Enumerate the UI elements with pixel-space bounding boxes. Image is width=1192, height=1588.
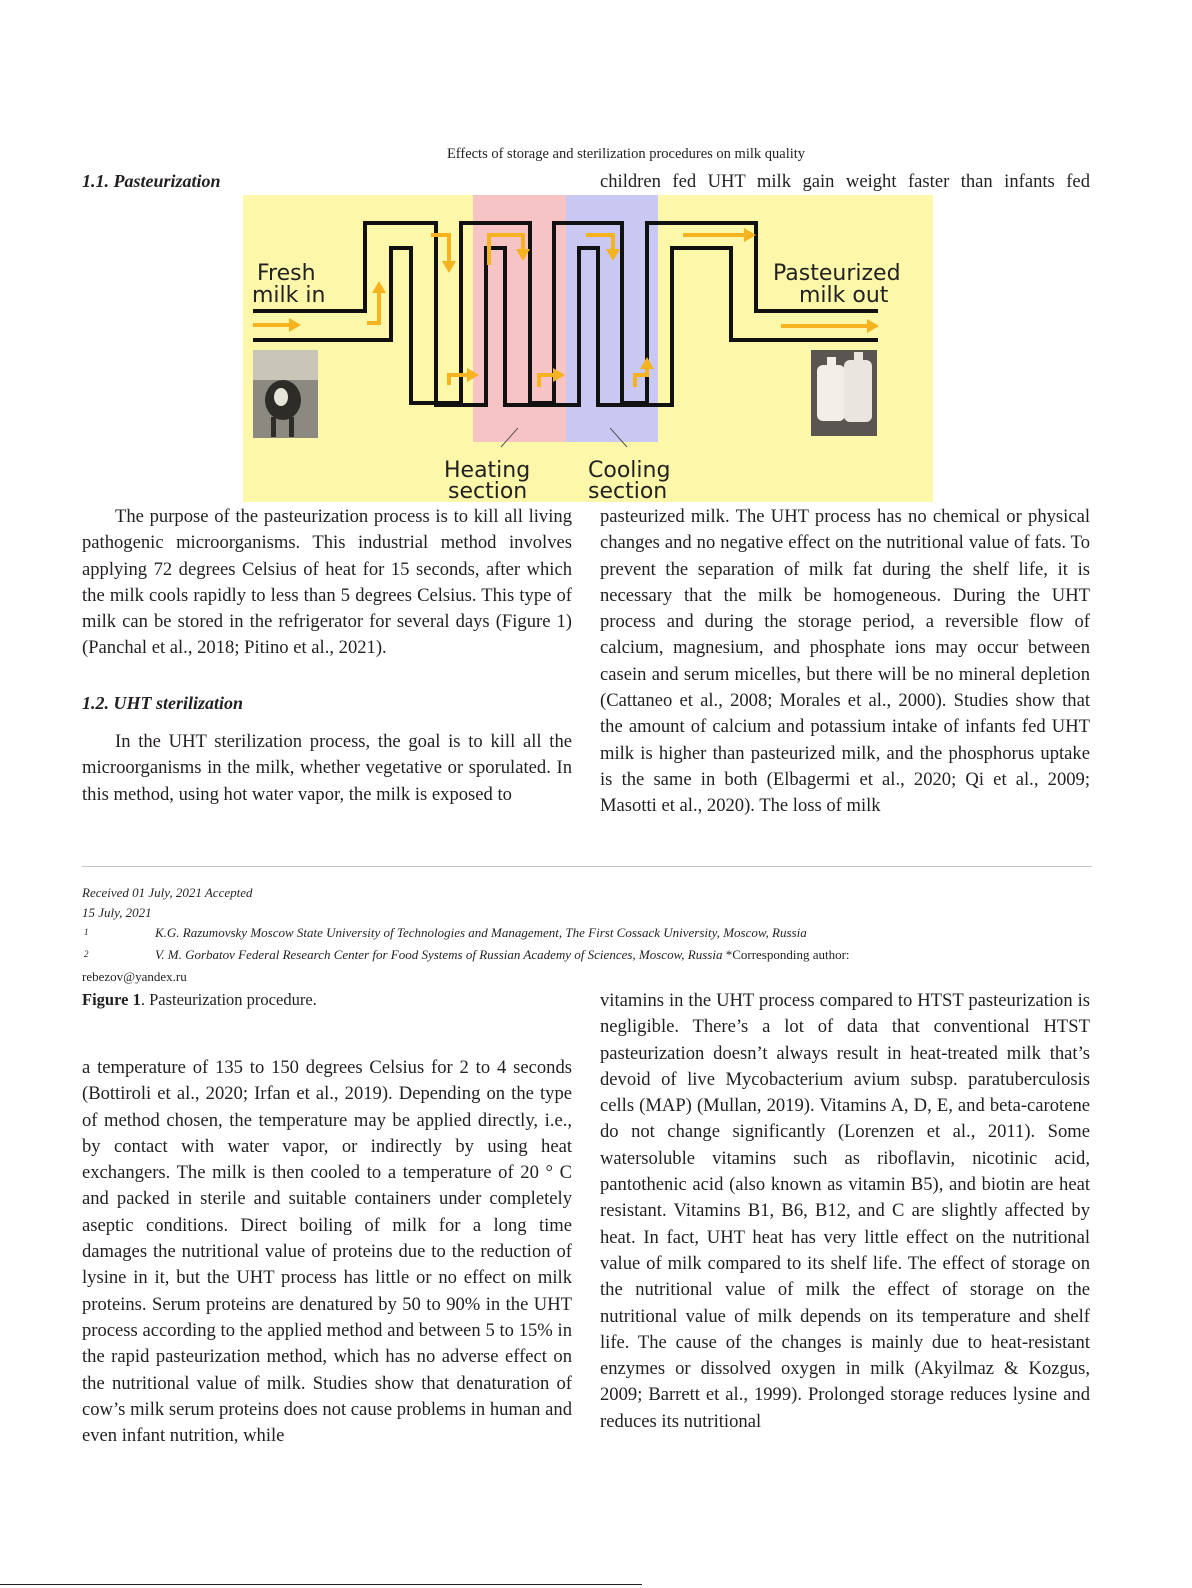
right-paragraph-1: pasteurized milk. The UHT process has no chemical or physical changes and no negative effect on the nutritional value of fats. To prevent the separation of milk fat during the shelf life, it is necessary that the milk be homogeneous. During the UHT process and during the storage period, a reversible flow of calcium, magnesium, and phosphate ions may occur between casein and serum micelles, but there will be no mineral depletion (Cattaneo et al., 2008; Morales et al., 2000). Studies show that the amount of calcium and potassium intake of infants fed UHT milk is higher than pasteurized milk, and the phosphorus uptake is the same in both (Elbagermi et al., 2020; Qi et al., 2009; Masotti et al., 2020). The loss of milk <box>600 506 1090 817</box>
affiliation-marker-2: 2 <box>84 949 89 959</box>
pasteurization-diagram <box>243 195 933 502</box>
running-head: Effects of storage and sterilization procedures on milk quality <box>446 146 806 162</box>
heating-label-line1: Heating <box>444 458 531 483</box>
corresponding-email: rebezov@yandex.ru <box>82 969 187 984</box>
milk-jugs-photo <box>811 350 877 436</box>
affiliation-marker-1: 1 <box>84 927 89 937</box>
left-paragraph-3: a temperature of 135 to 150 degrees Celsius for 2 to 4 seconds (Bottiroli et al., 2020; Irfan et al., 2019). Depending on the type of method chosen, the temperature may be applied directly, i.e., by contact with water vapor, or indirectly by using heat exchangers. The milk is then cooled to a temperature of 20 ° C and packed in sterile and suitable containers under completely aseptic conditions. Direct boiling of milk for a long time damages the nutritional value of proteins due to the reduction of lysine in it, but the UHT process has little or no effect on milk proteins. Serum proteins are denatured by 50 to 90% in the UHT process according to the applied method and between 5 to 15% in the rapid pasteurization method, which has no adverse effect on the nutritional value of milk. Studies show that denaturation of cow’s milk serum proteins does not cause problems in human and even infant nutrition, while <box>82 1057 572 1447</box>
left-paragraph-2: In the UHT sterilization process, the goal is to kill all the microorganisms in the milk, whether vegetative or sporulated. In this method, using hot water vapor, the milk is exposed to <box>82 731 572 805</box>
received-date: Received 01 July, 2021 Accepted <box>82 885 253 900</box>
pasteurized-milk-label-line1: Pasteurized <box>773 261 901 286</box>
corresponding-author-label: *Corresponding author: <box>722 947 850 962</box>
bottom-rule <box>0 1584 642 1585</box>
affiliation-2: V. M. Gorbatov Federal Research Center for Food Systems of Russian Academy of Sciences, Moscow, Russia <box>155 947 723 962</box>
affiliation-1: K.G. Razumovsky Moscow State University of Technologies and Management, The First Cossack University, Moscow, Russia <box>155 925 807 940</box>
left-paragraph-1: The purpose of the pasteurization process is to kill all living pathogenic microorganisms. This industrial method involves applying 72 degrees Celsius of heat for 15 seconds, after which the milk cools rapidly to less than 5 degrees Celsius. This type of milk can be stored in the refrigerator for several days (Figure 1) (Panchal et al., 2018; Pitino et al., 2021). <box>82 506 572 659</box>
figure-caption-text: . Pasteurization procedure. <box>140 990 317 1009</box>
fresh-milk-label-line1: Fresh <box>257 261 316 286</box>
pasteurized-milk-label-line2: milk out <box>799 283 889 308</box>
section-heading-pasteurization: 1.1. Pasteurization <box>82 171 221 191</box>
section-heading-uht: 1.2. UHT sterilization <box>82 693 244 713</box>
fresh-milk-label-line2: milk in <box>252 283 326 308</box>
figure-caption-label: Figure 1 <box>82 990 141 1009</box>
heating-label-line2: section <box>448 479 528 502</box>
accepted-date: 15 July, 2021 <box>82 905 152 920</box>
affiliation-2-line <box>155 945 850 965</box>
figure-caption <box>82 990 317 1010</box>
cow-photo <box>253 350 318 438</box>
cooling-label-line1: Cooling <box>588 458 671 483</box>
footnote-rule <box>82 866 1092 867</box>
right-paragraph-2: vitamins in the UHT process compared to HTST pasteurization is negligible. There’s a lot of data that conventional HTST pasteurization doesn’t always result in heat-treated milk that’s devoid of live Mycobacterium avium subsp. paratuberculosis cells (MAP) (Mullan, 2019). Vitamins A, D, E, and beta-carotene do not change significantly (Lorenzen et al., 2011). Some watersoluble vitamins such as riboflavin, nicotinic acid, pantothenic acid (also known as vitamin B5), and biotin are heat resistant. Vitamins B1, B6, B12, and C are slightly affected by heat. In fact, UHT heat has very little effect on the nutritional value of milk compared to its shelf life. The effect of storage on the nutritional value of milk the effect of storage on the nutritional value of milk depends on its temperature and shelf life. The cause of the changes is mainly due to heat-resistant enzymes or dissolved oxygen in milk (Akyilmaz & Kozgus, 2009; Barrett et al., 1999). Prolonged storage reduces lysine and reduces its nutritional <box>600 990 1090 1432</box>
right-column-top-line: children fed UHT milk gain weight faster than infants fed <box>600 171 1090 192</box>
cooling-label-line2: section <box>588 479 668 502</box>
